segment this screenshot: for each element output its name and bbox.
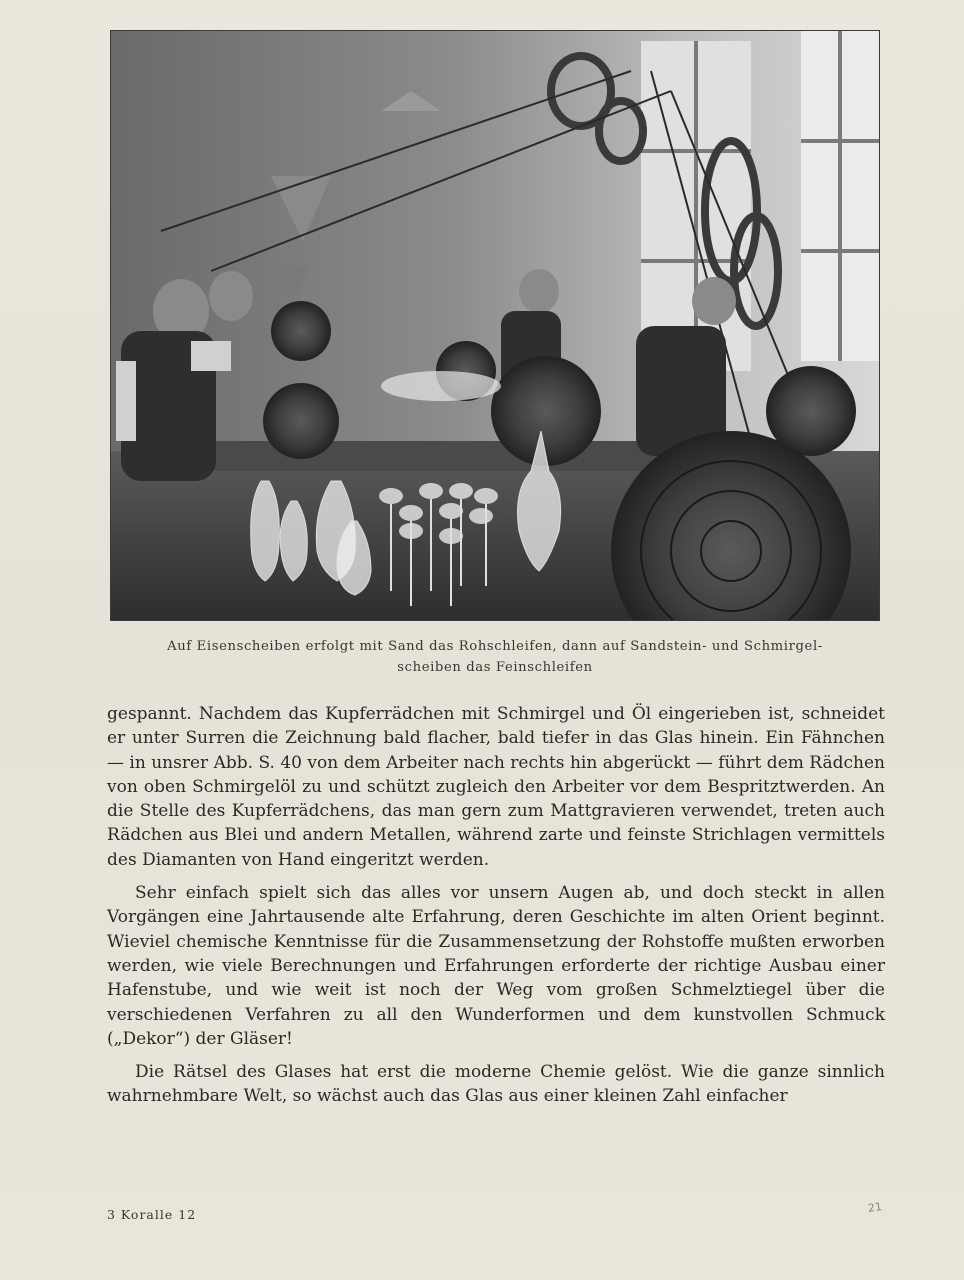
- photo-caption: [100, 636, 890, 678]
- paragraph-2: Sehr einfach spielt sich das alles vor unsern Augen ab, und doch steckt in allen Vorgängen eine Jahrtausende alte Erfahrung, deren Geschichte im alten Orient beginnt. Wieviel chemische Kenntnisse für die Zusammensetzung der Rohstoffe mußten erworben werden, wie viele Berechnungen und Erfahrungen erforderte der richtige Ausbau einer Hafenstube, und wie weit ist noch der Weg vom großen Schmelztiegel über die verschiedenen Verfahren zu all den Wunderformen und dem kunstvollen Schmuck („Dekor“) der Gläser!: [107, 883, 885, 1049]
- paragraph-3: Die Rätsel des Glases hat erst die moderne Chemie gelöst. Wie die ganze sinnlich wahrnehmbare Welt, so wächst auch das Glas aus einer kleinen Zahl einfacher: [107, 1062, 885, 1107]
- body-text: [107, 702, 885, 1118]
- caption-line-2: scheiben das Feinschleifen: [397, 660, 593, 675]
- paragraph-1: gespannt. Nachdem das Kupferrädchen mit Schmirgel und Öl eingerieben ist, schneidet er unter Surren die Zeichnung bald flacher, bald tiefer in das Glas hinein. Ein Fähnchen — in unsrer Abb. S. 40 von dem Arbeiter nach rechts hin abgerückt — führt dem Rädchen von oben Schmirgelöl zu und schützt zugleich den Arbeiter vor dem Bespritztwerden. An die Stelle des Kupferrädchens, das man gern zum Mattgravieren verwendet, treten auch Rädchen aus Blei und andern Metallen, während zarte und feinste Strichlagen vermittels des Diamanten von Hand eingeritzt werden.: [107, 704, 885, 870]
- caption-line-1: Auf Eisenscheiben erfolgt mit Sand das Rohschleifen, dann auf Sandstein- und Schmirgel-: [167, 639, 823, 654]
- pencil-mark: 21: [867, 1200, 883, 1215]
- printer-signature: 3 Koralle 12: [107, 1207, 197, 1222]
- workshop-photo-icon: [111, 31, 879, 620]
- workshop-photo: [111, 31, 879, 620]
